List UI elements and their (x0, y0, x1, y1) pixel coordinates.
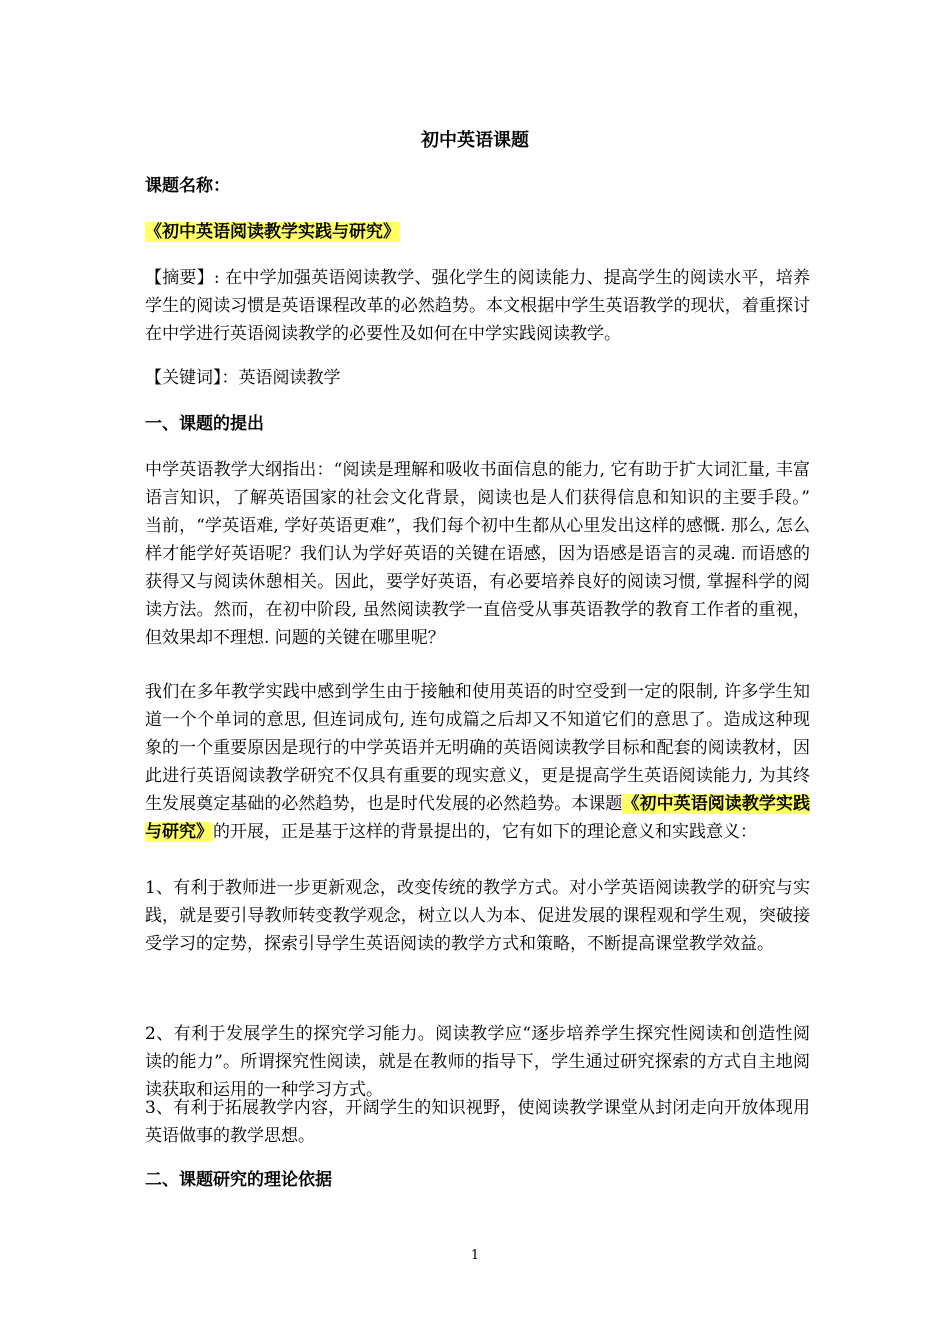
keywords-line: 【关键词】：英语阅读教学 (145, 368, 341, 388)
paragraph-significance (145, 678, 810, 846)
document-title: 初中英语课题 (421, 130, 529, 151)
paragraph-background: 中学英语教学大纲指出：“阅读是理解和吸收书面信息的能力, 它有助于扩大词汇量, 丰富语言知识，了解英语国家的社会文化背景，阅读也是人们获得信息和知识的主要手段。” 当前，“学英语难, 学好英语更难”，我们每个初中生都从心里发出这样的感慨. 那么, 怎么样才能学好英语呢？我们认为学好英语的关键在语感，因为语感是语言的灵魂. 而语感的获得又与阅读休憩相关。因此，要学好英语，有必要培养良好的阅读习惯, 掌握科学的阅读方法。然而，在初中阶段, 虽然阅读教学一直倍受从事英语教学的教育工作者的重视，但效果却不理想. 问题的关键在哪里呢？ (145, 460, 810, 648)
paragraph-point-1: 1、有利于教师进一步更新观念，改变传统的教学方式。对小学英语阅读教学的研究与实践，就是要引导教师转变教学观念，树立以人为本、促进发展的课程观和学生观，突破接受学习的定势，探索引导学生英语阅读的教学方式和策略，不断提高课堂教学效益。 (145, 878, 810, 954)
topic-name-line (145, 218, 810, 246)
topic-name-inline: 《初中英语阅读教学实践与研究》 (145, 794, 811, 842)
paragraph-significance-text-a: 我们在多年教学实践中感到学生由于接触和使用英语的时空受到一定的限制, 许多学生知道一个个单词的意思, 但连词成句, 连句成篇之后却又不知道它们的意思了。造成这种现象的一个重要原因是现行的中学英语并无明确的英语阅读教学目标和配套的阅读教材，因此进行英语阅读教学研究不仅具有重要的现实意义，更是提高学生英语阅读能力, 为其终生发展奠定基础的必然趋势，也是时代发展的必然趋势。本课题 (145, 682, 810, 814)
section-heading-1: 一、课题的提出 (145, 414, 264, 434)
paragraph-significance-text-b: 的开展，正是基于这样的背景提出的，它有如下的理论意义和实践意义： (213, 822, 757, 842)
paragraph-point-3: 3、有利于拓展教学内容，开阔学生的知识视野，使阅读教学课堂从封闭走向开放体现用英语做事的教学思想。 (145, 1098, 810, 1146)
topic-name-label: 课题名称： (145, 176, 230, 196)
page-number: 1 (470, 1248, 480, 1263)
section-heading-2: 二、课题研究的理论依据 (145, 1170, 332, 1190)
topic-name-value: 《初中英语阅读教学实践与研究》 (145, 222, 400, 242)
paragraph-point-2: 2、有利于发展学生的探究学习能力。阅读教学应“逐步培养学生探究性阅读和创造性阅读的能力”。所谓探究性阅读，就是在教师的指导下，学生通过研究探索的方式自主地阅读获取和运用的一种学习方式。 (145, 1024, 810, 1100)
abstract-paragraph: 【摘要】: 在中学加强英语阅读教学、强化学生的阅读能力、提高学生的阅读水平，培养学生的阅读习惯是英语课程改革的必然趋势。本文根据中学生英语教学的现状，着重探讨在中学进行英语阅读教学的必要性及如何在中学实践阅读教学。 (145, 268, 810, 344)
